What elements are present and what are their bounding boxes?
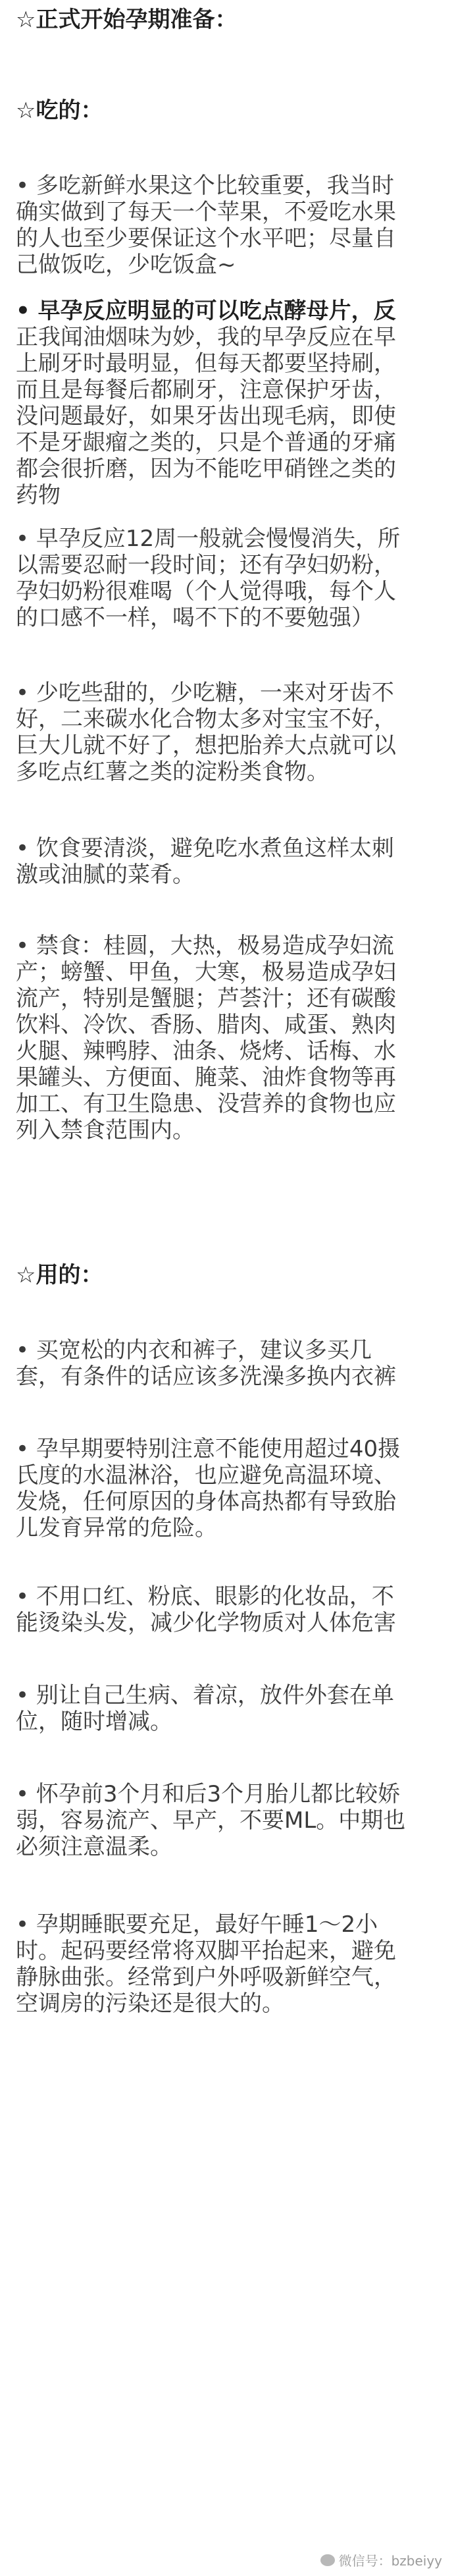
paragraph-line: 而且是每餐后都刷牙，注意保护牙齿， [16,377,396,403]
paragraph-line: 饮料、冷饮、香肠、腊肉、咸蛋、熟肉 [16,1012,396,1038]
watermark-text: 微信号：bzbeiyy [338,2553,442,2569]
paragraph-line: 孕妇奶粉很难喝（个人觉得哦，每个人 [16,578,396,605]
paragraph-line: 上刷牙时最明显，但每天都要坚持刷， [16,350,396,377]
paragraph-line: 位，随时增减。 [16,1709,172,1735]
paragraph-line: 己做饭吃，少吃饭盒~ [16,252,236,278]
paragraph-line: 空调房的污染还是很大的。 [16,1990,284,2017]
paragraph-line: • 不用口红、粉底、眼影的化妆品，不 [16,1583,394,1610]
paragraph-line: 套，有条件的话应该多洗澡多换内衣裤 [16,1363,396,1390]
paragraph-line: 氏度的水温淋浴，也应避免高温环境、 [16,1462,396,1489]
paragraph-line: 以需要忍耐一段时间；还有孕妇奶粉， [16,552,396,578]
paragraph-line: • 早孕反应明显的可以吃点酵母片，反 [16,298,396,324]
section-heading-eat: ☆吃的： [16,97,103,124]
paragraph-line: • 买宽松的内衣和裤子，建议多买几 [16,1337,372,1363]
paragraph-line: 都会很折磨，因为不能吃甲硝锉之类的 [16,456,396,482]
paragraph-line: 儿发育异常的危险。 [16,1515,217,1541]
paragraph-line: 弱，容易流产、早产，不要ML。中期也 [16,1807,406,1834]
paragraph-line: 多吃点红薯之类的淀粉类食物。 [16,759,329,785]
paragraph-line: • 多吃新鲜水果这个比较重要，我当时 [16,173,394,199]
paragraph-line: • 少吃些甜的，少吃糖，一来对牙齿不 [16,680,394,706]
paragraph-line: 静脉曲张。经常到户外呼吸新鲜空气， [16,1964,396,1990]
paragraph-line: • 孕早期要特别注意不能使用超过40摄 [16,1436,401,1462]
paragraph-line: 确实做到了每天一个苹果，不爱吃水果 [16,199,396,225]
paragraph-line: 不是牙龈瘤之类的，只是个普通的牙痛 [16,429,396,456]
paragraph-line: 好，二来碳水化合物太多对宝宝不好， [16,706,396,732]
paragraph-line: 药物 [16,482,61,508]
paragraph-line: • 早孕反应12周一般就会慢慢消失，所 [16,526,401,552]
paragraph-line: 流产，特别是蟹腿；芦荟汁；还有碳酸 [16,985,396,1012]
paragraph-line: 产；螃蟹、甲鱼，大寒，极易造成孕妇 [16,959,396,985]
paragraph-line: 加工、有卫生隐患、没营养的食物也应 [16,1091,396,1117]
watermark [320,2550,442,2569]
paragraph-line: • 别让自己生病、着凉，放件外套在单 [16,1682,394,1709]
paragraph-line: 能烫染头发，减少化学物质对人体危害 [16,1610,396,1636]
paragraph-line: 果罐头、方便面、腌菜、油炸食物等再 [16,1064,396,1091]
wechat-icon [320,2554,335,2566]
paragraph-line: • 禁食：桂圆，大热，极易造成孕妇流 [16,933,394,959]
page-heading: ☆正式开始孕期准备： [16,7,238,33]
paragraph-line: 巨大儿就不好了，想把胎养大点就可以 [16,732,396,759]
paragraph-line: 没问题最好，如果牙齿出现毛病，即使 [16,403,396,429]
paragraph-line: • 饮食要清淡，避免吃水煮鱼这样太刺 [16,835,394,862]
paragraph-line: 发烧，任何原因的身体高热都有导致胎 [16,1489,396,1515]
paragraph-line: 的人也至少要保证这个水平吧；尽量自 [16,225,396,252]
paragraph-line: 的口感不一样，喝不下的不要勉强） [16,605,374,631]
paragraph-line: • 孕期睡眠要充足，最好午睡1～2小 [16,1911,378,1938]
paragraph-line: 火腿、辣鸭脖、油条、烧烤、话梅、水 [16,1038,396,1064]
paragraph-line: 必须注意温柔。 [16,1834,172,1860]
paragraph-line: • 怀孕前3个月和后3个月胎儿都比较娇 [16,1781,401,1807]
section-heading-use: ☆用的： [16,1262,103,1288]
paragraph-line: 激或油腻的菜肴。 [16,862,195,888]
paragraph-line: 正我闻油烟味为妙，我的早孕反应在早 [16,324,396,350]
paragraph-line: 列入禁食范围内。 [16,1117,195,1143]
paragraph-line: 时。起码要经常将双脚平抬起来，避免 [16,1938,396,1964]
